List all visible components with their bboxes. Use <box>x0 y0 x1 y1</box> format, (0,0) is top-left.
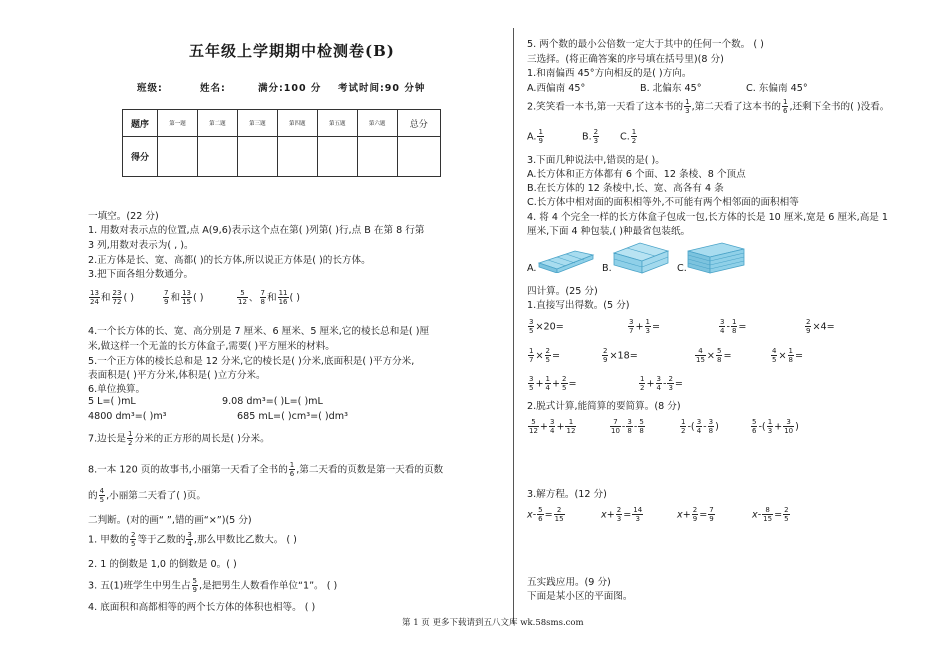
section3-heading: 三选择。(将正确答案的序号填在括号里)(8 分) <box>527 54 724 65</box>
score-table-col-2: 第二题 <box>197 110 237 137</box>
s1-q6-r2a: 4800 dm³=( )m³ <box>88 411 167 422</box>
fraction: $\frac{1}{2}$ <box>631 128 637 145</box>
calc-item: $\frac{2}{9}$ ×18= <box>603 347 638 364</box>
score-cell[interactable] <box>397 137 440 177</box>
score-cell[interactable] <box>237 137 277 177</box>
s1-q5-line2: 表面积是( )平方分米,体积是( )立方分米。 <box>88 370 266 381</box>
fraction: $\frac{1}{6}$ <box>289 461 295 478</box>
calc-item: $\frac{3}{5}$ + $\frac{1}{4}$ + $\frac{2}{5}$ = <box>529 375 577 392</box>
s3-q2-option-b: B. $\frac{2}{3}$ <box>582 128 599 145</box>
calc-item: $\frac{4}{5}$ × $\frac{1}{8}$ = <box>772 347 804 364</box>
s1-q1-line1: 1. 用数对表示点的位置,点 A(9,6)表示这个点在第( )列第( )行,点 B 在第 8 行第 <box>88 225 425 236</box>
equation-item: x- $\frac{8}{15}$ = $\frac{2}{5}$ <box>752 506 789 523</box>
s3-q4-option-c-label: C. <box>677 263 687 274</box>
fraction: $\frac{5}{12}$ <box>238 289 247 306</box>
score-table-col-6: 第六题 <box>357 110 397 137</box>
box-stack-c-icon <box>686 239 746 275</box>
box-stack-a-icon <box>537 243 595 273</box>
name-label: 姓名: <box>200 83 226 94</box>
s1-q8-line1: 8.一本 120 页的故事书,小丽第一天看了全书的 $\frac{1}{6}$ ,第二天看的页数是第一天看的页数 <box>88 461 444 478</box>
s3-q3: 3.下面几种说法中,错误的是( )。 <box>527 155 665 166</box>
s2-q4: 4. 底面积和高都相等的两个长方体的体积也相等。 ( ) <box>88 602 316 613</box>
calc-item: $\frac{3}{5}$ ×20= <box>529 318 564 335</box>
score-table-col-1: 第一题 <box>158 110 198 137</box>
s3-q4-option-a-label: A. <box>527 263 537 274</box>
score-table-col-3: 第三题 <box>237 110 277 137</box>
section5-heading: 五实践应用。(9 分) <box>527 577 611 588</box>
s1-q3-group2: $\frac{7}{9}$ 和 $\frac{13}{15}$ ( ) <box>164 289 204 306</box>
s1-q6-r1a: 5 L=( )mL <box>88 396 136 407</box>
fraction: $\frac{13}{24}$ <box>90 289 99 306</box>
s3-q1-option-b: B. 北偏东 45° <box>640 83 702 94</box>
fraction: $\frac{2}{3}$ <box>593 128 599 145</box>
calc-item: $\frac{3}{4}$ - $\frac{1}{8}$ = <box>720 318 747 335</box>
section2-heading: 二判断。(对的画“ ”,错的画“×”)(5 分) <box>88 515 252 526</box>
s1-q4-line1: 4.一个长方体的长、宽、高分别是 7 厘米、6 厘米、5 厘米,它的棱长总和是( )厘 <box>88 326 430 337</box>
s3-q4-option-b-label: B. <box>602 263 612 274</box>
fraction: $\frac{7}{8}$ <box>260 289 265 306</box>
calc-item: $\frac{1}{2}$ -( $\frac{3}{4}$ - $\frac{3}{8}$ ) <box>681 418 719 435</box>
score-cell[interactable] <box>317 137 357 177</box>
section4-heading: 四计算。(25 分) <box>527 286 598 297</box>
box-stack-b-icon <box>612 239 670 275</box>
s2-q1: 1. 甲数的 $\frac{2}{5}$ 等于乙数的 $\frac{3}{4}$ ,那么甲数比乙数大。 ( ) <box>88 531 297 548</box>
section5-line: 下面是某小区的平面图。 <box>527 591 633 602</box>
score-cell[interactable] <box>158 137 198 177</box>
fraction: $\frac{11}{16}$ <box>278 289 288 306</box>
score-cell[interactable] <box>357 137 397 177</box>
s1-q6-r2b: 685 mL=( )cm³=( )dm³ <box>237 411 348 422</box>
page-footer: 第 1 页 更多下载请到五八文库 wk.58sms.com <box>402 618 584 628</box>
s3-q4-line2: 厘米,下面 4 种包装,( )种最省包装纸。 <box>527 226 691 237</box>
calc-item: $\frac{5}{6}$ -( $\frac{1}{3}$ + $\frac{3}{10}$ ) <box>752 418 799 435</box>
s1-q3: 3.把下面各组分数通分。 <box>88 269 194 280</box>
calc-item: $\frac{1}{7}$ × $\frac{2}{5}$ = <box>529 347 561 364</box>
fraction: $\frac{1}{6}$ <box>782 98 788 115</box>
score-table-col-4: 第四题 <box>277 110 317 137</box>
s3-q1: 1.和南偏西 45°方向相反的是( )方向。 <box>527 68 692 79</box>
s1-q4-line2: 米,做这样一个无盖的长方体盒子,需要( )平方厘米的材料。 <box>88 341 335 352</box>
s1-q2: 2.正方体是长、宽、高都( )的长方体,所以说正方体是( )的长方体。 <box>88 255 371 266</box>
s4-sub1: 1.直接写出得数。(5 分) <box>527 300 630 311</box>
s2-q2: 2. 1 的倒数是 1,0 的倒数是 0。( ) <box>88 559 237 570</box>
calc-item: $\frac{2}{9}$ ×4= <box>806 318 835 335</box>
s1-q1-line2: 3 列,用数对表示为( , )。 <box>88 240 194 251</box>
score-cell[interactable] <box>197 137 237 177</box>
s3-q1-option-a: A.西偏南 45° <box>527 83 586 94</box>
s3-q1-option-c: C. 东偏南 45° <box>746 83 808 94</box>
s3-q4-line1: 4. 将 4 个完全一样的长方体盒子包成一包,长方体的长是 10 厘米,宽是 6 厘米,高是 1 <box>527 212 889 223</box>
score-table-total: 总分 <box>397 110 440 137</box>
exam-time-label: 考试时间:90 分钟 <box>338 83 426 94</box>
s3-q2-option-c: C. $\frac{1}{2}$ <box>620 128 637 145</box>
equation-item: x- $\frac{5}{6}$ = $\frac{2}{15}$ <box>527 506 564 523</box>
s4-sub2: 2.脱式计算,能简算的要简算。(8 分) <box>527 401 681 412</box>
fraction: $\frac{5}{9}$ <box>192 577 198 594</box>
score-table-head-score: 得分 <box>123 137 158 177</box>
score-cell[interactable] <box>277 137 317 177</box>
equation-item: x+ $\frac{2}{3}$ = $\frac{14}{3}$ <box>601 506 643 523</box>
fraction: $\frac{2}{5}$ <box>130 531 136 548</box>
class-label: 班级: <box>137 83 163 94</box>
calc-item: $\frac{3}{7}$ + $\frac{1}{3}$ = <box>629 318 661 335</box>
calc-item: $\frac{4}{15}$ × $\frac{5}{8}$ = <box>696 347 732 364</box>
equation-item: x+ $\frac{2}{9}$ = $\frac{7}{9}$ <box>677 506 714 523</box>
section1-heading: 一填空。(22 分) <box>88 211 159 222</box>
fraction: $\frac{1}{3}$ <box>685 98 690 115</box>
score-table-col-5: 第五题 <box>317 110 357 137</box>
fraction: $\frac{3}{4}$ <box>187 531 192 548</box>
calc-item: $\frac{5}{12}$ + $\frac{3}{4}$ + $\frac{1}{12}$ <box>529 418 576 435</box>
s1-q8-line2: 的 $\frac{4}{5}$ ,小丽第二天看了( )页。 <box>88 487 206 504</box>
s2-q3: 3. 五(1)班学生中男生占 $\frac{5}{9}$ ,是把男生人数看作单位“1”。 ( ) <box>88 577 338 594</box>
s3-q3-option-b: B.在长方体的 12 条棱中,长、宽、高各有 4 条 <box>527 183 724 194</box>
fraction: $\frac{7}{9}$ <box>164 289 169 306</box>
s1-q7: 7.边长是 $\frac{1}{2}$ 分米的正方形的周长是( )分米。 <box>88 430 270 447</box>
s3-q2: 2.笑笑看一本书,第一天看了这本书的 $\frac{1}{3}$ ,第二天看了这本书的 $\frac{1}{6}$ ,还剩下全书的( )没看。 <box>527 98 890 115</box>
s1-q5-line1: 5.一个正方体的棱长总和是 12 分米,它的棱长是( )分米,底面积是( )平方分米, <box>88 356 415 367</box>
calc-item: $\frac{1}{2}$ + $\frac{3}{4}$ - $\frac{2}{3}$ = <box>640 375 683 392</box>
s2-q5: 5. 两个数的最小公倍数一定大于其中的任何一个数。 ( ) <box>527 39 764 50</box>
fraction: $\frac{1}{9}$ <box>538 128 543 145</box>
s1-q3-group1: $\frac{13}{24}$ 和 $\frac{23}{72}$ ( ) <box>90 289 134 306</box>
score-table <box>122 109 441 177</box>
fraction: $\frac{23}{72}$ <box>112 289 122 306</box>
column-divider <box>513 28 514 624</box>
fraction: $\frac{1}{2}$ <box>127 430 133 447</box>
fraction: $\frac{4}{5}$ <box>99 487 105 504</box>
full-score-label: 满分:100 分 <box>258 83 322 94</box>
s3-q3-option-c: C.长方体中相对面的面积相等外,不可能有两个相邻面的面积相等 <box>527 197 799 208</box>
fraction: $\frac{13}{15}$ <box>182 289 191 306</box>
s3-q2-option-a: A. $\frac{1}{9}$ <box>527 128 543 145</box>
score-table-head-order: 题序 <box>123 110 158 137</box>
calc-item: $\frac{7}{10}$ - $\frac{3}{8}$ - $\frac{5}{8}$ <box>611 418 644 435</box>
s1-q6: 6.单位换算。 <box>88 384 146 395</box>
s1-q6-r1b: 9.08 dm³=( )L=( )mL <box>222 396 323 407</box>
s1-q3-group3: $\frac{5}{12}$ 、 $\frac{7}{8}$ 和 $\frac{11}{16}$ ( ) <box>238 289 301 306</box>
s4-sub3: 3.解方程。(12 分) <box>527 489 607 500</box>
s3-q3-option-a: A.长方体和正方体都有 6 个面、12 条棱、8 个顶点 <box>527 169 746 180</box>
page-title: 五年级上学期期中检测卷(B) <box>189 42 395 60</box>
